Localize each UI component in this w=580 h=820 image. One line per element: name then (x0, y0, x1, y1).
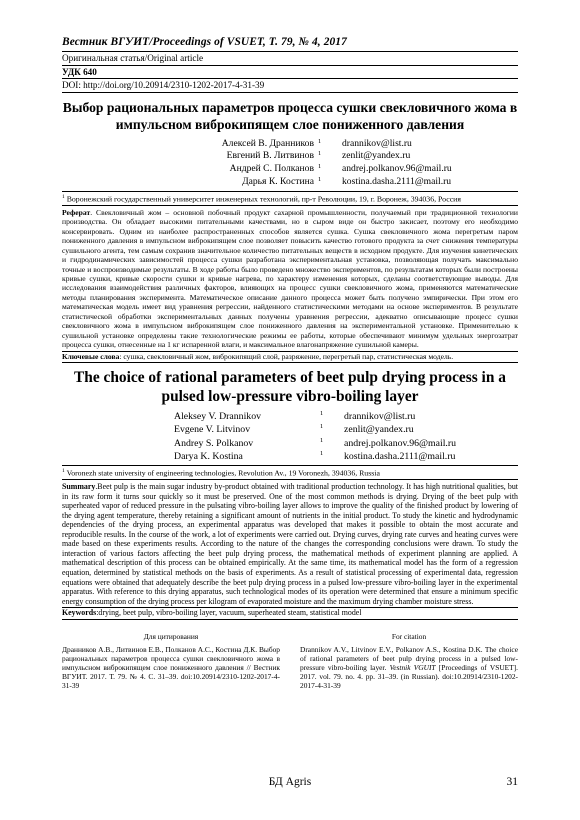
affiliation-text: Воронежский государственный университет инженерных технологий, пр-т Революции, 19, г. Воронеж, 394036, Россия (66, 194, 461, 204)
abstract-text: . Свекловичный жом – основной побочный продукт сахарной промышленности, получаемый при традиционной технологии производства. Он обладает высокими питательными качествами, но в сыром виде он быстро закисает, поэтому его необходимо консервировать. Одним из наиболее распространенных способов является сушка. Сушка свекловичного жома перегретым паром пониженного давления в импульсном виброкипящем слое позволяет повысить качество готового продукта за счет снижения температуры сушильного агента, тем самым сохранив значительное количество питательных веществ в исходном продукте. Для изучения кинетических и гидродинамических зависимостей процесса сушки разработана экспериментальная установка, позволяющая получать максимально точные и воспроизводимые результаты. В ходе работы было проведено множество экспериментов, по результатам которых были построены кривые сушки, кривые скорости сушки и кривые нагрева, по характеру изменения которых, сделаны соответствующие выводы. Для исследования взаимодействия различных факторов, влияющих на процесс сушки свекловичного жома, применяются математические методы планирования эксперимента. Математическое описание данного процесса может быть получено эмпирически. При этом его математическая модель имеет вид уравнения регрессии, найденного статистическими методами на основе экспериментов. В результате статистической обработки экспериментальных данных получены уравнения регрессии, адекватно описывающие процесс сушки свекловичного жома в импульсном виброкипящем слое пониженного давления на экспериментальной установке. Применительно к сушильной установке определены такие технологические режимы ее работы, которые обеспечивают минимум удельных энергозатрат процесса сушки, отнесенные на 1 кг испаренной влаги, и максимальное влагонапряжение сушильной камеры. (62, 207, 518, 350)
author-affiliation-mark: 1 (318, 163, 322, 171)
author-affiliation-mark: 1 (318, 150, 322, 158)
article-page (62, 36, 518, 690)
authors-english (62, 410, 518, 463)
author-affiliation-mark: 1 (320, 423, 324, 431)
author-affiliation-mark: 1 (320, 449, 324, 457)
citation-text-part: [Proceedings of VSUET]. 2017. vol. 79. no. 4. pp. 31–39. (in Russian). doi:10.20914/2310-1202-2017-4-31-39 (300, 663, 518, 691)
page-number: 31 (506, 776, 518, 788)
author-email[interactable]: andrej.polkanov.96@mail.ru (342, 163, 452, 175)
author-email[interactable]: andrej.polkanov.96@mail.ru (344, 437, 457, 449)
affiliation-russian (62, 191, 518, 206)
author-email[interactable]: drannikov@list.ru (344, 411, 416, 423)
citation-journal: Vestnik VGUIT (389, 663, 436, 673)
author-email[interactable]: kostina.dasha.2111@mail.ru (344, 450, 456, 462)
author-row (62, 176, 518, 189)
author-email[interactable]: zenlit@yandex.ru (344, 424, 414, 436)
page-footer (62, 776, 518, 790)
abstract-english (62, 482, 518, 606)
affiliation-mark: 1 (62, 467, 65, 474)
keywords-text: : сушка, свекловичный жом, виброкипящий слой, разряжение, перегретый пар, статистическая модель. (119, 351, 454, 361)
citation-text-part: Drannikov A.V., Litvinov E.V., Polkanov A.S., Kostina D.K. The choice of rational parameters of beet pulp drying process in a pulsed low-pressure vibro-boiling layer. (300, 644, 518, 673)
article-type: Оригинальная статья/Original article (62, 52, 518, 66)
author-affiliation-mark: 1 (318, 137, 322, 145)
author-email[interactable]: kostina.dasha.2111@mail.ru (342, 175, 452, 187)
author-name: Aleksey V. Drannikov (174, 411, 261, 423)
author-row (62, 410, 518, 423)
keywords-label: Keywords (62, 608, 97, 618)
keywords-english (62, 607, 518, 620)
citation-heading: Для цитирования (143, 631, 199, 641)
abstract-text: .Beet pulp is the main sugar industry by-product obtained with traditional production technology. It has high nutritional qualities, but in its raw form it turns sour quickly so it must be preserved. One of the most common methods is drying. Drying of the beet pulp with superheated vapor of reduced pressure in the pulsating vibro-boiling layer allows to improve the quality of the finished product by lowering of the drying agent temperature, thereby retaining a significant amount of nutrients in the initial product. To study the kinetic and hydrodynamic dependencies of the drying process, an experimental apparatus was developed that makes it possible to obtain the most accurate and reproducible results. In the course of the work, a lot of experiments were carried out. Drying curves, drying rate curves and heating curves were made based on these experiments results. According to the nature of the changes the corresponding conclusions were drawn. To study the interaction of various factors affecting the beet pulp drying process, the mathematical methods of experiment planning are applied. A mathematical description of this process can be obtained empirically. At the same time, its mathematical model has the form of a regression equation, determined by statistical methods on the basis of experiments. As a result of statistical processing of experimental data, regression equations were obtained that adequately describe the beet pulp drying process in a pulsed low-pressure vibro-boiling layer in the experimental apparatus. With reference to this drying apparatus, such technological modes of its operation were determined that ensure a minimum specific energy consumption of the drying process per kilogram of evaporated moisture and the maximum drying chamber moisture stress. (62, 482, 518, 606)
keywords-text: :drying, beet pulp, vibro-boiling layer, vacuum, superheated steam, statistical model (96, 608, 362, 618)
author-affiliation-mark: 1 (318, 175, 322, 183)
author-name: Алексей В. Дранников (221, 137, 314, 149)
citation-english (300, 632, 518, 691)
abstract-label: Реферат (62, 207, 91, 217)
author-row (62, 437, 518, 450)
author-affiliation-mark: 1 (320, 410, 324, 418)
title-english: The choice of rational parameters of beet pulp drying process in a pulsed low-pressure vibro-boiling layer (74, 369, 506, 405)
citation-block (62, 632, 518, 691)
author-row (62, 138, 518, 151)
citation-text: Дранников А.В., Литвинов Е.В., Полканов А.С., Костина Д.К. Выбор рациональных параметров процесса сушки свекловичного жома в импульсном виброкипящем слое пониженного давления // Вестник ВГУИТ. 2017. Т. 79. № 4. С. 31–39. doi:10.20914/2310-1202-2017-4-31-39 (62, 644, 280, 691)
affiliation-mark: 1 (62, 193, 65, 200)
title-russian: Выбор рациональных параметров процесса сушки свекловичного жома в импульсном виброкипящем слое пониженного давления (62, 99, 518, 132)
doi-line: DOI: http://doi.org/10.20914/2310-1202-2017-4-31-39 (62, 79, 518, 93)
database-label: БД Agris (268, 776, 312, 788)
author-name: Андрей С. Полканов (229, 163, 314, 175)
author-name: Evgene V. Litvinov (174, 424, 251, 436)
citation-russian (62, 632, 280, 691)
author-name: Darya K. Kostina (174, 450, 243, 462)
abstract-label: Summary (62, 482, 96, 492)
citation-text (300, 645, 518, 690)
author-row (62, 423, 518, 436)
journal-header: Вестник ВГУИТ/Proceedings of VSUET, Т. 79, № 4, 2017 (62, 36, 518, 52)
keywords-label: Ключевые слова (62, 351, 120, 361)
udk-code: УДК 640 (62, 66, 518, 80)
affiliation-english (62, 465, 518, 480)
citation-heading: For citation (391, 631, 427, 641)
author-name: Евгений В. Литвинов (226, 150, 314, 162)
authors-russian (62, 138, 518, 189)
author-name: Andrey S. Polkanov (174, 437, 254, 449)
author-name: Дарья К. Костина (242, 175, 314, 187)
author-row (62, 150, 518, 163)
affiliation-text: Voronezh state university of engineering technologies, Revolution Av., 19 Voronezh, 394036, Russia (66, 468, 380, 478)
author-row (62, 163, 518, 176)
author-email[interactable]: drannikov@list.ru (342, 137, 412, 149)
author-affiliation-mark: 1 (320, 436, 324, 444)
keywords-russian (62, 351, 518, 364)
author-email[interactable]: zenlit@yandex.ru (342, 150, 411, 162)
author-row (62, 450, 518, 463)
abstract-russian (62, 208, 518, 350)
